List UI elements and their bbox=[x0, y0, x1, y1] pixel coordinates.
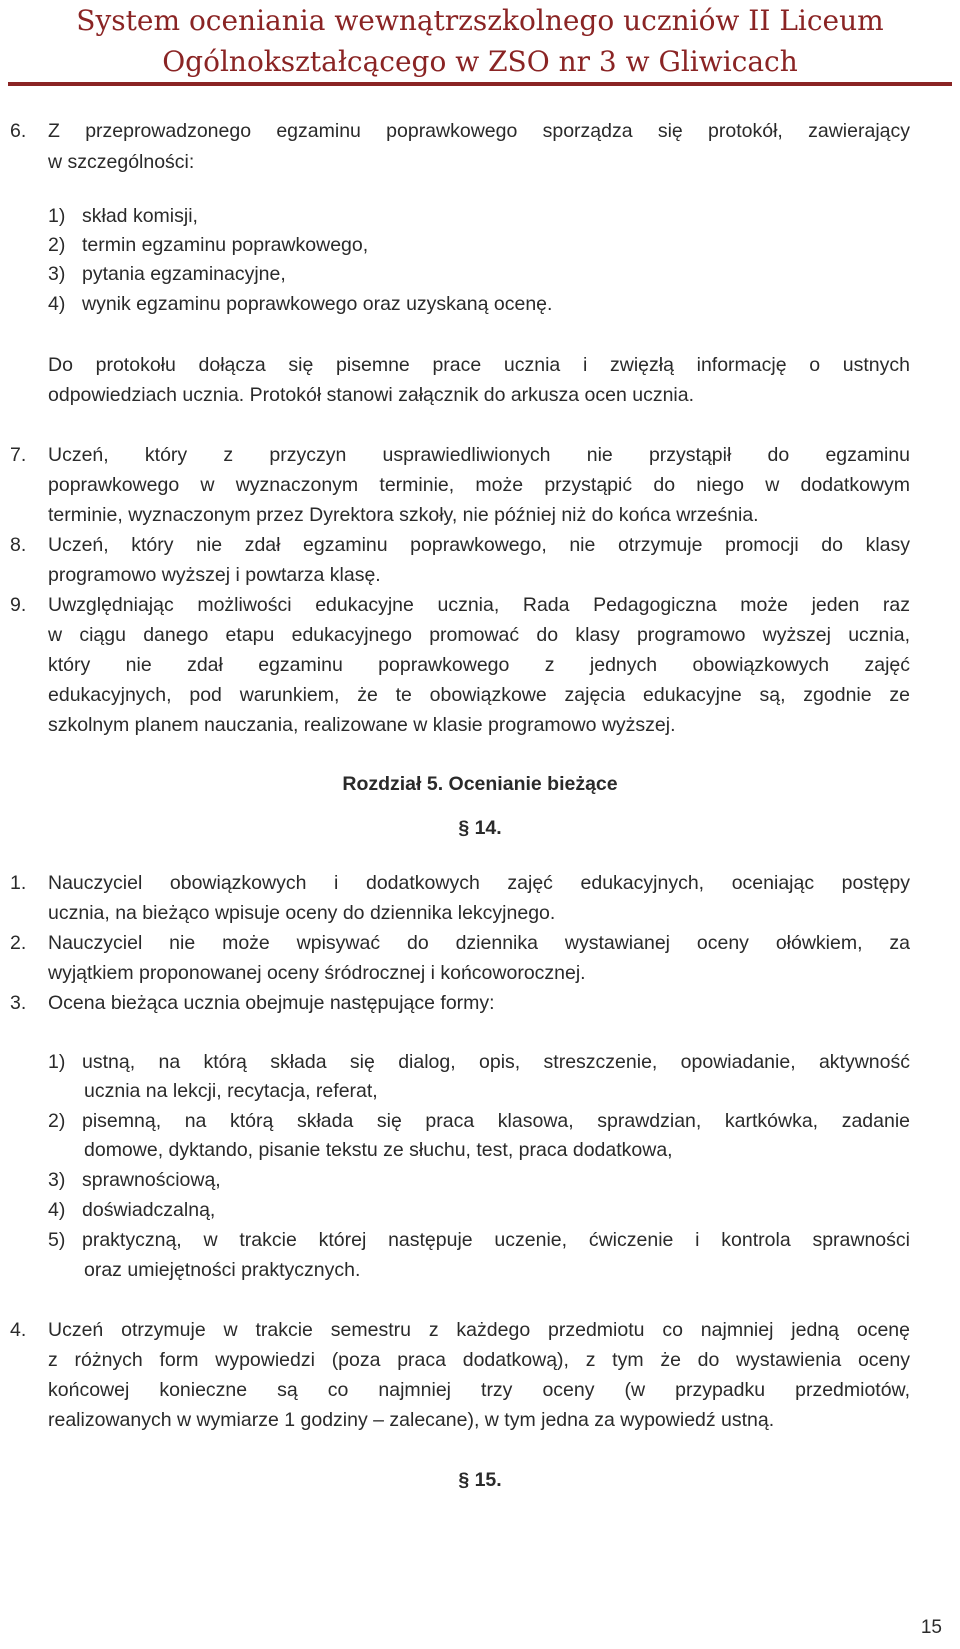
list-item: sprawnościową, bbox=[82, 1169, 221, 1191]
list-item: termin egzaminu poprawkowego, bbox=[82, 234, 369, 256]
section-14-p1-line-2: ucznia, na bieżąco wpisuje oceny do dziennika lekcyjnego. bbox=[48, 902, 556, 924]
list-item: pytania egzaminacyjne, bbox=[82, 263, 286, 285]
list-item-number: 1) bbox=[48, 205, 66, 227]
list-item: praktyczną, w trakcie której następuje uczenie, ćwiczenie i kontrola sprawności bbox=[82, 1229, 910, 1251]
paragraph-8-line-1: Uczeń, który nie zdał egzaminu poprawkowego, nie otrzymuje promocji do klasy bbox=[48, 534, 910, 556]
paragraph-9-line-5: szkolnym planem nauczania, realizowane w klasie programowo wyższej. bbox=[48, 714, 676, 736]
list-item: wynik egzaminu poprawkowego oraz uzyskaną ocenę. bbox=[82, 293, 553, 315]
list-item-continuation: ucznia na lekcji, recytacja, referat, bbox=[84, 1080, 378, 1102]
list-item-number: 3) bbox=[48, 263, 66, 285]
list-item: pisemną, na którą składa się praca klasowa, sprawdzian, kartkówka, zadanie bbox=[82, 1110, 910, 1132]
paragraph-6-line-1: Z przeprowadzonego egzaminu poprawkowego sporządza się protokół, zawierający bbox=[48, 120, 910, 142]
section-14-p2-line-2: wyjątkiem proponowanej oceny śródrocznej i końcoworocznej. bbox=[48, 962, 586, 984]
paragraph-8-line-2: programowo wyższej i powtarza klasę. bbox=[48, 564, 381, 586]
section-14-p2-line-1: Nauczyciel nie może wpisywać do dziennika wystawianej oceny ołówkiem, za bbox=[48, 932, 910, 954]
paragraph-9-line-3: który nie zdał egzaminu poprawkowego z jednych obowiązkowych zajęć bbox=[48, 654, 910, 676]
paragraph-number: 3. bbox=[10, 992, 27, 1014]
paragraph-number: 4. bbox=[10, 1319, 27, 1341]
paragraph-9-line-2: w ciągu danego etapu edukacyjnego promować do klasy programowo wyższej ucznia, bbox=[48, 624, 910, 646]
paragraph-9-line-1: Uwzględniając możliwości edukacyjne ucznia, Rada Pedagogiczna może jeden raz bbox=[48, 594, 910, 616]
header-title-line-2: Ogólnokształcącego w ZSO nr 3 w Gliwicach bbox=[162, 45, 798, 78]
list-item: doświadczalną, bbox=[82, 1199, 216, 1221]
list-item-continuation: oraz umiejętności praktycznych. bbox=[84, 1259, 361, 1281]
paragraph-9-line-4: edukacyjnych, pod warunkiem, że te obowiązkowe zajęcia edukacyjne są, zgodnie ze bbox=[48, 684, 910, 706]
list-item-number: 2) bbox=[48, 1110, 66, 1132]
paragraph-6-after-line-1: Do protokołu dołącza się pisemne prace ucznia i zwięzłą informację o ustnych bbox=[48, 354, 910, 376]
list-item-number: 5) bbox=[48, 1229, 66, 1251]
header-title-line-1: System oceniania wewnątrzszkolnego uczniów II Liceum bbox=[76, 4, 884, 37]
section-14-p4-line-3: końcowej konieczne są co najmniej trzy oceny (w przypadku przedmiotów, bbox=[48, 1379, 910, 1401]
list-item-number: 2) bbox=[48, 234, 66, 256]
section-14-p4-line-4: realizowanych w wymiarze 1 godziny – zalecane), w tym jedna za wypowiedź ustną. bbox=[48, 1409, 775, 1431]
list-item-number: 4) bbox=[48, 293, 66, 315]
list-item-continuation: domowe, dyktando, pisanie tekstu ze słuchu, test, praca dodatkowa, bbox=[84, 1139, 673, 1161]
header-divider bbox=[8, 82, 952, 86]
paragraph-6-line-2: w szczególności: bbox=[48, 151, 195, 173]
section-14-p4-line-1: Uczeń otrzymuje w trakcie semestru z każdego przedmiotu co najmniej jedną ocenę bbox=[48, 1319, 910, 1341]
list-item: skład komisji, bbox=[82, 205, 198, 227]
section-heading-15: § 15. bbox=[458, 1469, 502, 1491]
paragraph-number: 7. bbox=[10, 444, 27, 466]
list-item: ustną, na którą składa się dialog, opis, streszczenie, opowiadanie, aktywność bbox=[82, 1051, 910, 1073]
section-14-p3-text: Ocena bieżąca ucznia obejmuje następujące formy: bbox=[48, 992, 495, 1014]
paragraph-number: 2. bbox=[10, 932, 27, 954]
paragraph-7-line-3: terminie, wyznaczonym przez Dyrektora szkoły, nie później niż do końca września. bbox=[48, 504, 759, 526]
paragraph-7-line-2: poprawkowego w wyznaczonym terminie, może przystąpić do niego w dodatkowym bbox=[48, 474, 910, 496]
paragraph-number: 1. bbox=[10, 872, 27, 894]
paragraph-number: 9. bbox=[10, 594, 27, 616]
chapter-heading: Rozdział 5. Ocenianie bieżące bbox=[342, 773, 618, 795]
list-item-number: 1) bbox=[48, 1051, 66, 1073]
list-item-number: 3) bbox=[48, 1169, 66, 1191]
paragraph-7-line-1: Uczeń, który z przyczyn usprawiedliwionych nie przystąpił do egzaminu bbox=[48, 444, 910, 466]
paragraph-6-after-line-2: odpowiedziach ucznia. Protokół stanowi załącznik do arkusza ocen ucznia. bbox=[48, 384, 695, 406]
page-header bbox=[0, 0, 960, 82]
paragraph-number: 6. bbox=[10, 120, 27, 142]
section-heading-14: § 14. bbox=[458, 817, 502, 839]
list-item-number: 4) bbox=[48, 1199, 66, 1221]
section-14-p1-line-1: Nauczyciel obowiązkowych i dodatkowych zajęć edukacyjnych, oceniając postępy bbox=[48, 872, 910, 894]
paragraph-number: 8. bbox=[10, 534, 27, 556]
section-14-p4-line-2: z różnych form wypowiedzi (poza praca dodatkową), z tym że do wystawienia oceny bbox=[48, 1349, 910, 1371]
page-number: 15 bbox=[920, 1617, 942, 1638]
